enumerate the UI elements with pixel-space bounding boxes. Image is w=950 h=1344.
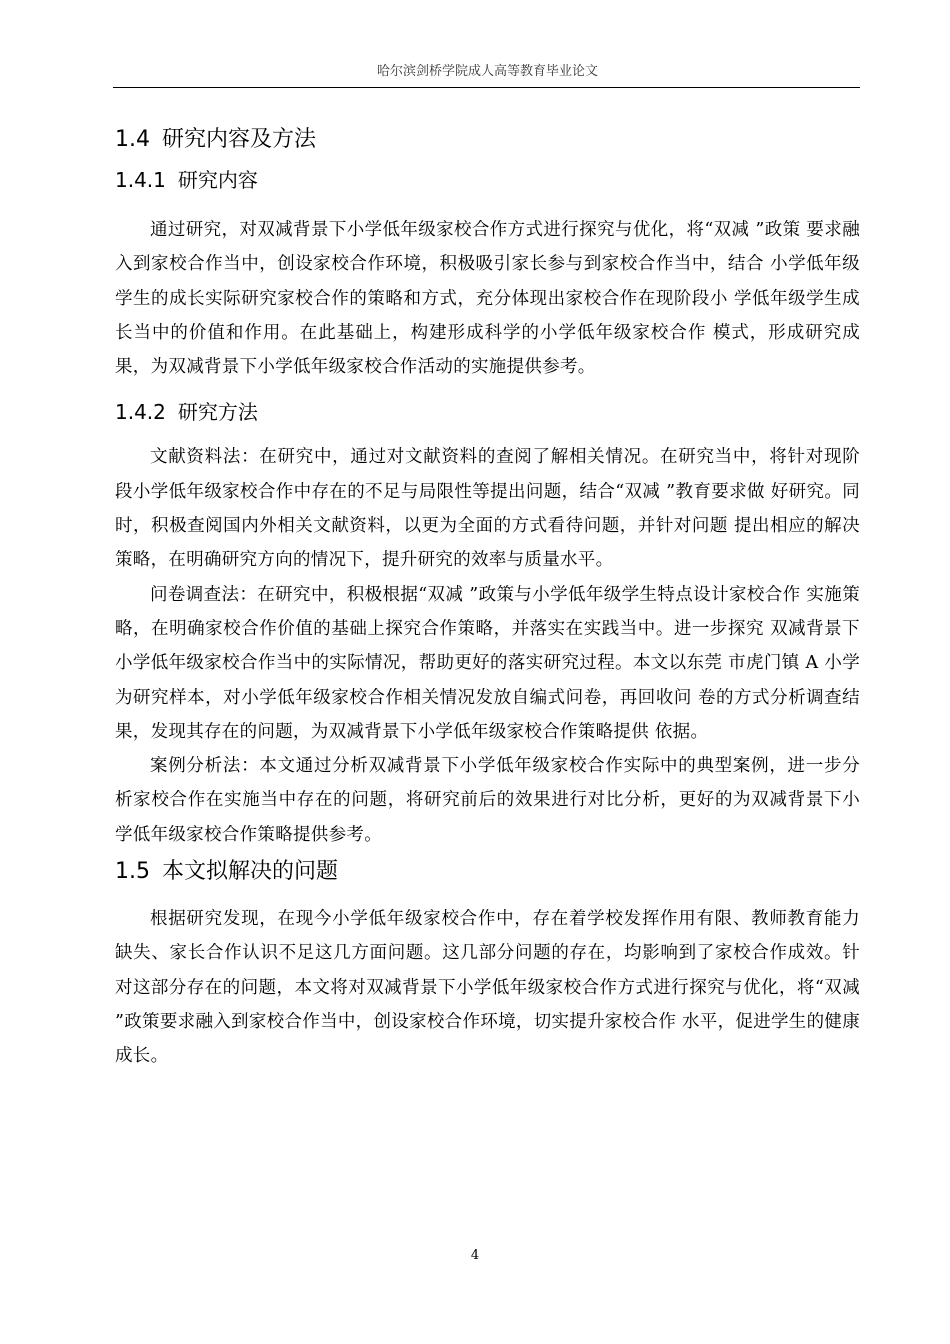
section-title: 研究内容及方法 — [162, 127, 317, 152]
paragraph-questionnaire-method: 问卷调查法：在研究中，积极根据“双减 ”政策与小学低年级学生特点设计家校合作 实施策略，在明确家校合作价值的基础上探究合作策略，并落实在实践当中。进一步探究 双减背景下小学低年级家校合作当中的实际情况，帮助更好的落实研究过程。本文以东莞 市虎门镇 A 小学为研究样本，对小学低年级家校合作相关情况发放自编式问卷，再回收问 卷的方式分析调查结果，发现其存在的问题，为双减背景下小学低年级家校合作策略提供 依据。 — [115, 584, 860, 742]
section-number: 1.5 — [115, 859, 150, 885]
section-heading-1-4 — [115, 120, 860, 160]
document-body — [115, 120, 860, 1074]
page-number: 4 — [470, 1248, 480, 1263]
header-divider — [113, 87, 860, 88]
section-heading-1-4-1 — [115, 160, 860, 200]
paragraph-problems-to-solve: 根据研究发现，在现今小学低年级家校合作中，存在着学校发挥作用有限、教师教育能力缺失、家长合作认识不足这几方面问题。这几部分问题的存在，均影响到了家校合作成效。针对这部分存在的问题，本文将对双减背景下小学低年级家校合作方式进行探究与优化，将“双减 ”政策要求融入到家校合作当中，创设家校合作环境，切实提升家校合作 水平，促进学生的健康成长。 — [115, 909, 860, 1067]
paragraph-case-analysis-method: 案例分析法：本文通过分析双减背景下小学低年级家校合作实际中的典型案例，进一步分析家校合作在实施当中存在的问题，将研究前后的效果进行对比分析，更好的为双减背景下小学低年级家校合作策略提供参考。 — [115, 756, 860, 845]
section-number: 1.4.1 — [115, 168, 166, 192]
paragraph-literature-method: 文献资料法：在研究中，通过对文献资料的查阅了解相关情况。在研究当中，将针对现阶段小学低年级家校合作中存在的不足与局限性等提出问题，结合“双减 ”教育要求做 好研究。同时，积极查阅国内外相关文献资料，以更为全面的方式看待问题，并针对问题 提出相应的解决策略，在明确研究方向的情况下，提升研究的效率与质量水平。 — [115, 447, 860, 571]
page-header: 哈尔滨剑桥学院成人高等教育毕业论文 — [376, 64, 598, 79]
section-number: 1.4.2 — [115, 400, 166, 425]
section-title: 研究内容 — [177, 168, 258, 192]
section-heading-1-4-2 — [115, 392, 860, 432]
paragraph-research-content: 通过研究，对双减背景下小学低年级家校合作方式进行探究与优化，将“双减 ”政策 要求融入到家校合作当中，创设家校合作环境，积极吸引家长参与到家校合作当中，结合 小学低年级学生的成长实际研究家校合作的策略和方式，充分体现出家校合作在现阶段小 学低年级学生成长当中的价值和作用。在此基础上，构建形成科学的小学低年级家校合作 模式，形成研究成果，为双减背景下小学低年级家校合作活动的实施提供参考。 — [115, 220, 860, 378]
section-number: 1.4 — [115, 127, 150, 152]
section-heading-1-5 — [115, 852, 860, 892]
section-title: 研究方法 — [177, 400, 258, 425]
section-title: 本文拟解决的问题 — [162, 859, 339, 885]
